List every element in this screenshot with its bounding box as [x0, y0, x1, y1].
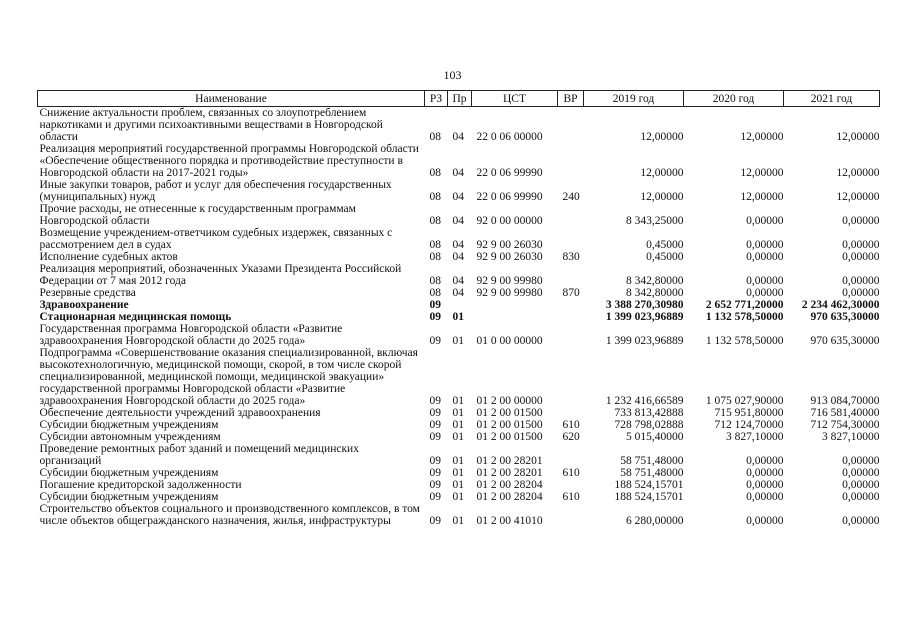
row-pr: 01 — [452, 419, 464, 431]
row-2021-value: 0,00000 — [842, 251, 880, 263]
row-2021-value: 0,00000 — [842, 287, 880, 299]
row-2019-value: 0,45000 — [646, 239, 684, 251]
row-cst: 92 9 00 26030 — [476, 251, 543, 263]
row-pr: 01 — [452, 479, 464, 491]
table-row — [38, 227, 880, 251]
row-2020-value: 0,00000 — [746, 287, 784, 299]
table-row — [38, 251, 880, 263]
row-vr: 610 — [562, 491, 580, 503]
row-2019-value: 58 751,48000 — [620, 455, 684, 467]
row-vr: 870 — [562, 287, 580, 299]
table-row — [38, 443, 880, 467]
row-pr: 01 — [452, 311, 464, 323]
row-pr: 04 — [452, 239, 464, 251]
row-cst: 92 9 00 99980 — [476, 287, 543, 299]
row-rz: 09 — [429, 455, 441, 467]
row-cst: 22 0 06 99990 — [476, 191, 543, 203]
row-vr — [558, 407, 584, 419]
row-name: Подпрограмма «Совершенствование оказания специализированной, включая высокотехнологичную, медицинской помощи, скорой, в том числе скорой специализированной, медицинской помощи, медицинской эвакуации» государственной программы Новгородской области «Развитие здравоохранения Новгородской области до 2025 года» — [39, 347, 418, 407]
row-vr: 610 — [562, 419, 580, 431]
row-vr — [558, 143, 584, 179]
header-vr: ВР — [558, 91, 584, 107]
row-2020-value: 0,00000 — [746, 479, 784, 491]
row-2019-value: 58 751,48000 — [620, 467, 684, 479]
row-name: Резервные средства — [39, 287, 136, 299]
table-row — [38, 299, 880, 311]
row-2020-value: 0,00000 — [746, 491, 784, 503]
row-cst: 92 9 00 99980 — [476, 275, 543, 287]
row-vr — [558, 107, 584, 144]
row-2019-value: 1 399 023,96889 — [605, 335, 684, 347]
table-row — [38, 323, 880, 347]
row-rz: 09 — [429, 431, 441, 443]
table-row — [38, 503, 880, 527]
table-header-row — [38, 91, 880, 107]
row-cst: 01 2 00 00000 — [476, 395, 543, 407]
row-2019-value: 3 388 270,30980 — [605, 299, 684, 311]
row-rz: 08 — [429, 167, 441, 179]
table-row — [38, 143, 880, 179]
row-rz: 09 — [429, 311, 441, 323]
row-vr — [558, 323, 584, 347]
header-pr: Пр — [448, 91, 472, 107]
row-2019-value: 733 813,42888 — [614, 407, 684, 419]
header-cst: ЦСТ — [472, 91, 558, 107]
row-rz: 08 — [429, 215, 441, 227]
row-2019-value: 12,00000 — [640, 167, 684, 179]
row-rz: 09 — [429, 479, 441, 491]
table-row — [38, 431, 880, 443]
row-name: Стационарная медицинская помощь — [39, 311, 232, 323]
row-2021-value: 0,00000 — [842, 275, 880, 287]
table-row — [38, 179, 880, 203]
row-2020-value: 0,00000 — [746, 467, 784, 479]
table-row — [38, 287, 880, 299]
row-vr: 620 — [562, 431, 580, 443]
row-2021-value: 0,00000 — [842, 239, 880, 251]
budget-table — [37, 90, 880, 527]
row-cst: 92 9 00 26030 — [476, 239, 543, 251]
row-pr: 04 — [452, 251, 464, 263]
row-2019-value: 12,00000 — [640, 191, 684, 203]
row-pr: 01 — [452, 431, 464, 443]
row-2020-value: 1 132 578,50000 — [705, 335, 784, 347]
table-row — [38, 107, 880, 144]
row-vr — [558, 263, 584, 287]
header-name: Наименование — [38, 91, 425, 107]
row-2019-value: 1 232 416,66589 — [605, 395, 684, 407]
header-rz: РЗ — [425, 91, 448, 107]
row-2020-value: 712 124,70000 — [714, 419, 784, 431]
row-2019-value: 12,00000 — [640, 131, 684, 143]
row-2021-value: 970 635,30000 — [810, 311, 880, 323]
row-pr: 04 — [452, 167, 464, 179]
row-2021-value: 913 084,70000 — [810, 395, 880, 407]
row-cst: 01 2 00 28201 — [476, 467, 543, 479]
row-2019-value: 188 524,15701 — [614, 479, 684, 491]
row-pr: 01 — [452, 491, 464, 503]
row-2019-value: 0,45000 — [646, 251, 684, 263]
row-pr: 04 — [452, 215, 464, 227]
table-row — [38, 491, 880, 503]
row-cst: 92 0 00 00000 — [476, 215, 543, 227]
row-2019-value: 5 015,40000 — [626, 431, 684, 443]
row-name: Иные закупки товаров, работ и услуг для обеспечения государственных (муниципальных) нужд — [39, 179, 392, 203]
row-cst — [472, 299, 558, 311]
row-pr: 01 — [452, 407, 464, 419]
row-2021-value: 0,00000 — [842, 455, 880, 467]
table-row — [38, 311, 880, 323]
row-2019-value: 728 798,02888 — [614, 419, 684, 431]
row-name: Проведение ремонтных работ зданий и помещений медицинских организаций — [39, 443, 359, 467]
row-pr: 04 — [452, 287, 464, 299]
row-name: Строительство объектов социального и производственного комплексов, в том числе объектов общегражданского назначения, жилья, инфраструктуры — [39, 503, 420, 527]
row-2021-value: 0,00000 — [842, 515, 880, 527]
row-vr: 240 — [562, 191, 580, 203]
row-cst — [472, 311, 558, 323]
row-rz: 08 — [429, 239, 441, 251]
header-2019: 2019 год — [584, 91, 684, 107]
row-vr — [558, 503, 584, 527]
row-vr — [558, 443, 584, 467]
row-cst: 01 2 00 28204 — [476, 479, 543, 491]
row-rz: 08 — [429, 275, 441, 287]
row-name: Обеспечение деятельности учреждений здравоохранения — [39, 407, 321, 419]
row-rz: 08 — [429, 287, 441, 299]
row-rz: 09 — [429, 407, 441, 419]
row-rz: 08 — [429, 191, 441, 203]
row-vr — [558, 203, 584, 227]
row-cst: 01 0 00 00000 — [476, 335, 543, 347]
row-name: Субсидии бюджетным учреждениям — [39, 491, 219, 503]
row-2021-value: 712 754,30000 — [810, 419, 880, 431]
row-2019-value: 6 280,00000 — [626, 515, 684, 527]
row-2020-value: 715 951,80000 — [714, 407, 784, 419]
table-row — [38, 479, 880, 491]
row-cst: 01 2 00 01500 — [476, 431, 543, 443]
row-name: Субсидии бюджетным учреждениям — [39, 419, 219, 431]
row-rz: 09 — [429, 467, 441, 479]
row-pr: 01 — [452, 395, 464, 407]
row-name: Реализация мероприятий государственной программы Новгородской области «Обеспечение общественного порядка и противодействие преступности в Новгородской области на 2017-2021 годы» — [39, 143, 419, 179]
row-2019-value: 8 343,25000 — [626, 215, 684, 227]
row-cst: 01 2 00 28201 — [476, 455, 543, 467]
row-2019-value: 8 342,80000 — [626, 287, 684, 299]
row-pr: 01 — [452, 335, 464, 347]
row-2021-value: 0,00000 — [842, 479, 880, 491]
row-rz: 09 — [429, 515, 441, 527]
row-name: Прочие расходы, не отнесенные к государственным программам Новгородской области — [39, 203, 356, 227]
row-vr — [558, 347, 584, 407]
table-row — [38, 407, 880, 419]
row-vr: 830 — [562, 251, 580, 263]
row-pr — [448, 299, 472, 311]
row-pr: 04 — [452, 191, 464, 203]
row-2020-value: 0,00000 — [746, 275, 784, 287]
row-2021-value: 970 635,30000 — [810, 335, 880, 347]
row-vr: 610 — [562, 467, 580, 479]
row-name: Субсидии бюджетным учреждениям — [39, 467, 219, 479]
table-row — [38, 203, 880, 227]
row-cst: 01 2 00 41010 — [476, 515, 543, 527]
row-name: Погашение кредиторской задолженности — [39, 479, 242, 491]
row-pr: 04 — [452, 275, 464, 287]
row-2021-value: 0,00000 — [842, 467, 880, 479]
header-2021: 2021 год — [784, 91, 880, 107]
row-cst: 01 2 00 28204 — [476, 491, 543, 503]
row-2020-value: 12,00000 — [740, 131, 784, 143]
row-2020-value: 1 075 027,90000 — [705, 395, 784, 407]
row-name: Здравоохранение — [39, 299, 129, 311]
row-2021-value: 716 581,40000 — [810, 407, 880, 419]
row-2020-value: 12,00000 — [740, 191, 784, 203]
row-pr: 01 — [452, 455, 464, 467]
row-2020-value: 1 132 578,50000 — [705, 311, 784, 323]
row-cst: 01 2 00 01500 — [476, 419, 543, 431]
table-row — [38, 263, 880, 287]
page-number: 103 — [443, 68, 462, 82]
row-2020-value: 0,00000 — [746, 515, 784, 527]
row-rz: 09 — [429, 335, 441, 347]
row-name: Возмещение учреждением-ответчиком судебных издержек, связанных с рассмотрением дел в судах — [39, 227, 393, 251]
row-2019-value: 188 524,15701 — [614, 491, 684, 503]
row-pr: 04 — [452, 131, 464, 143]
row-cst: 01 2 00 01500 — [476, 407, 543, 419]
row-pr: 01 — [452, 467, 464, 479]
row-2019-value: 1 399 023,96889 — [605, 311, 684, 323]
row-rz: 09 — [429, 395, 441, 407]
row-name: Государственная программа Новгородской области «Развитие здравоохранения Новгородской области до 2025 года» — [39, 323, 343, 347]
row-vr — [558, 311, 584, 323]
row-rz: 08 — [429, 131, 441, 143]
row-2020-value: 2 652 771,20000 — [705, 299, 784, 311]
row-pr: 01 — [452, 515, 464, 527]
row-name: Снижение актуальности проблем, связанных со злоупотреблением наркотиками и другими психоактивными веществами в Новгородской области — [39, 107, 383, 143]
row-name: Исполнение судебных актов — [39, 251, 178, 263]
header-2020: 2020 год — [684, 91, 784, 107]
table-row — [38, 419, 880, 431]
row-vr — [558, 227, 584, 251]
row-2020-value: 12,00000 — [740, 167, 784, 179]
row-2021-value: 2 234 462,30000 — [801, 299, 880, 311]
row-rz: 09 — [429, 491, 441, 503]
row-2019-value: 8 342,80000 — [626, 275, 684, 287]
row-2021-value: 0,00000 — [842, 491, 880, 503]
row-2021-value: 12,00000 — [836, 191, 880, 203]
row-rz: 09 — [429, 299, 441, 311]
row-2021-value: 3 827,10000 — [822, 431, 880, 443]
row-cst: 22 0 06 00000 — [476, 131, 543, 143]
row-vr — [558, 299, 584, 311]
row-2020-value: 0,00000 — [746, 215, 784, 227]
table-row — [38, 467, 880, 479]
row-name: Реализация мероприятий, обозначенных Указами Президента Российской Федерации от 7 мая 2012 года — [39, 263, 402, 287]
row-rz: 09 — [429, 419, 441, 431]
row-2020-value: 3 827,10000 — [726, 431, 784, 443]
row-name: Субсидии автономным учреждениям — [39, 431, 221, 443]
row-2020-value: 0,00000 — [746, 251, 784, 263]
row-2021-value: 0,00000 — [842, 215, 880, 227]
row-2021-value: 12,00000 — [836, 131, 880, 143]
row-2020-value: 0,00000 — [746, 239, 784, 251]
row-2020-value: 0,00000 — [746, 455, 784, 467]
table-row — [38, 347, 880, 407]
row-rz: 08 — [429, 251, 441, 263]
row-2021-value: 12,00000 — [836, 167, 880, 179]
row-vr — [558, 479, 584, 491]
row-cst: 22 0 06 99990 — [476, 167, 543, 179]
